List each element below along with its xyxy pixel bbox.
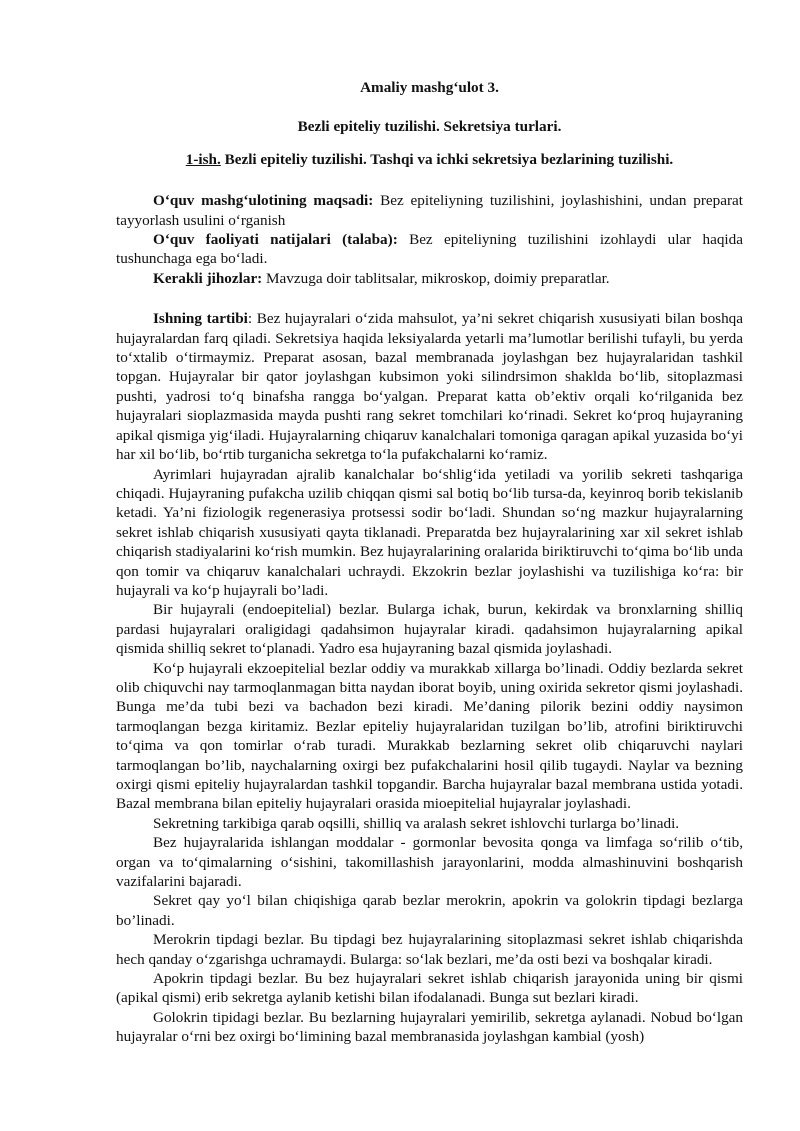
work-number: 1-ish. xyxy=(185,150,221,168)
procedure-paragraph xyxy=(116,309,743,464)
equipment-paragraph xyxy=(116,269,743,288)
body-paragraph: Ko‘p hujayrali ekzoepitelial bezlar oddiy va murakkab xillarga bo’linadi. Oddiy bezlarda sekret olib chiquvchi nay tarmoqlanmagan bitta naydan iborat boyib, uning oxirida sekretor qismi joylashadi. Bunga me’da tubi bezi va bachadon bezi kiradi. Me’daning pilorik bezini oddiy naysimon tarmoqlangan bezga kiritamiz. Bezlar epiteliy hujayralaridan tuzilgan bo’lib, atrofini biriktiruvchi to‘qima va qon tomirlar o‘rab turadi. Murakkab bezlarning sekret olib chiqaruvchi naylari tarmoqlangan bo’lib, naychalarning oxirgi bez pufakchalarini hosil qilib tugaydi. Naylar va bezning oxirgi qismi epiteliy hujayralardan tashkil topgandir. Barcha hujayralar bazal membrana ustida yotadi. Bazal membrana bilan epiteliy hujayralari orasida mioepitelial hujayralar joylashadi. xyxy=(116,659,743,813)
results-paragraph xyxy=(116,230,743,269)
results-label: O‘quv faoliyati natijalari (talaba): xyxy=(153,231,398,249)
procedure-text: : Bez hujayralari o‘zida mahsulot, ya’ni sekret chiqarish xususiyati bilan boshqa hujayralardan farq qiladi. Sekretsiya haqida leksiyalarda yetarli ma’lumotlar berilishi tufayli, bu yerda to‘xtalib o‘tirmaymiz. Preparat asosan, bazal membranada joylashgan bez hujayralaridan tashkil topgan. Hujayralar bir qator joylashgan kubsimon yoki silindrsimon shaklda bo‘lib, sitoplazmasi pushti, yadrosi to‘q binafsha rangga bo‘yalgan. Preparat katta ob’ektiv orqali ko‘rilganida bez hujayralari sioplazmasida mayda pushti rang sekret tomchilari ko‘rinadi. Sekret ko‘proq hujayraning apikal qismiga yig‘iladi. Hujayralarning chiqaruv kanalchalari tomoniga qaragan apikal yuzasida bo‘yi har xil bo‘lib, bo‘rtib turganicha sekretga to‘la pufakchalarni ko‘ramiz. xyxy=(116,310,743,464)
document-subtitle: Bezli epiteliy tuzilishi. Sekretsiya turlari. xyxy=(297,118,562,136)
equipment-label: Kerakli jihozlar: xyxy=(153,269,263,287)
body-paragraph: Sekretning tarkibiga qarab oqsilli, shilliq va aralash sekret ishlovchi turlarga bo’linadi. xyxy=(153,814,680,832)
body-paragraph: Merokrin tipdagi bezlar. Bu tipdagi bez hujayralarining sitoplazmasi sekret ishlab chiqarishda hech qanday o‘zgarishga uchramaydi. Bularga: so‘lak bezlari, me’da osti bezi va boshqalar kiradi. xyxy=(116,931,743,968)
goal-paragraph xyxy=(116,191,743,230)
document-title: Amaliy mashg‘ulot 3. xyxy=(360,79,499,96)
body-paragraph: Apokrin tipdagi bezlar. Bu bez hujayralari sekret ishlab chiqarish jarayonida uning bir qismi (apikal qismi) erib sekretga aylanib ketishi bilan ifodalanadi. Bunga sut bezlari kiradi. xyxy=(116,970,743,1007)
body-paragraph: Bir hujayrali (endoepitelial) bezlar. Bularga ichak, burun, kekirdak va bronxlarning shilliq pardasi hujayralari oraligidagi qadahsimon hujayralar kiradi. qadahsimon hujayralarning apikal qismida shilliq sekret to‘planadi. Yadro esa hujayraning bazal qismida joylashadi. xyxy=(116,601,743,658)
work-title: Bezli epiteliy tuzilishi. Tashqi va ichki sekretsiya bezlarining tuzilishi. xyxy=(220,150,674,168)
equipment-text: Mavzuga doir tablitsalar, mikroskop, doimiy preparatlar. xyxy=(262,269,610,287)
body-paragraph: Golokrin tipidagi bezlar. Bu bezlarning hujayralari yemirilib, sekretga aylanadi. Nobud bo‘lgan hujayralar o‘rni bez oxirgi bo‘limining bazal membranasida joylashgan kambial (yosh) xyxy=(116,1008,743,1046)
goal-label: O‘quv mashg‘ulotining maqsadi: xyxy=(153,192,374,210)
body-paragraph: Bez hujayralarida ishlangan moddalar - gormonlar bevosita qonga va limfaga so‘rilib o‘tib, organ va to‘qimalarning o‘sishini, takomillashish jarayonlarini, modda almashinuvini boshqarish vazifalarini bajaradi. xyxy=(116,834,743,891)
body-paragraph: Sekret qay yo‘l bilan chiqishiga qarab bezlar merokrin, apokrin va golokrin tipdagi bezlarga bo’linadi. xyxy=(116,892,743,929)
spacer xyxy=(116,288,743,309)
procedure-label: Ishning tartibi xyxy=(153,310,248,328)
body-paragraph: Ayrimlari hujayradan ajralib kanalchalar bo‘shlig‘ida yetiladi va yorilib sekreti tashqariga chiqadi. Hujayraning pufakcha uzilib chiqqan qismi sal botiq bo‘lib tursa-da, keyinroq borib tekislanib ketadi. Ya’ni fiziologik regenerasiya protsessi sodir bo‘ladi. Shundan so‘ng mazkur hujayralarning sekret ishlab chiqarish xususiyati qayta tiklanadi. Preparatda bez hujayralarining xar xil sekret ishlab chiqarish stadiyalarini ko‘rish mumkin. Bez hujayralarining oralarida biriktiruvchi to‘qima bo‘lib unda qon tomir va chiqaruv kanalchalari uchraydi. Ekzokrin bezlar joylashishi va tuzilishiga ko‘ra: bir hujayrali va ko‘p hujayrali bo’ladi. xyxy=(116,465,743,599)
goal-text: Bez epiteliyning tuzilishini, joylashishini, undan preparat tayyorlash usulini o‘rganish xyxy=(116,192,744,229)
results-text: Bez epiteliyning tuzilishini izohlaydi ular haqida tushunchaga ega bo‘ladi. xyxy=(116,231,743,268)
work-heading xyxy=(116,150,743,169)
